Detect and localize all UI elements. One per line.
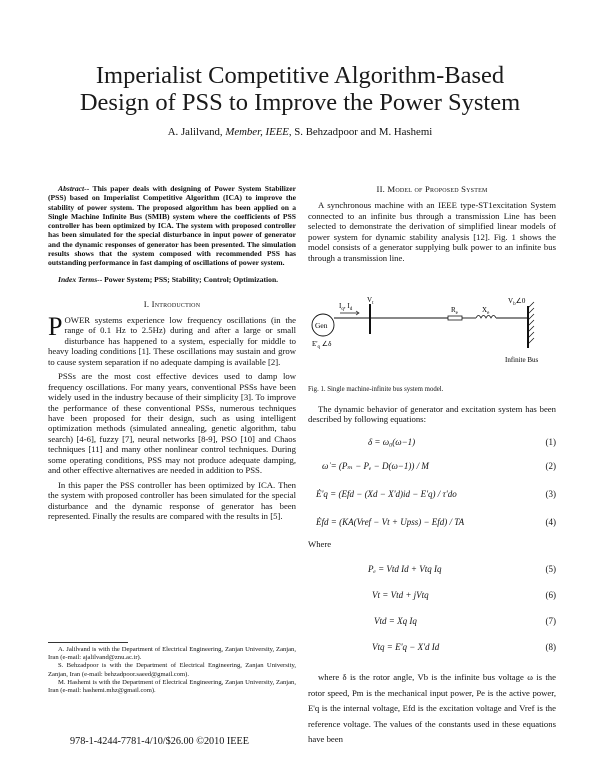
equation-7-text: Vtd = Xq Iq xyxy=(374,616,417,626)
index-terms-text: -- Power System; PSS; Stability; Control; Optimization. xyxy=(97,275,279,285)
equation-2 xyxy=(308,457,556,483)
left-column xyxy=(48,184,296,522)
equation-3-text: Ė'q = (Efd − (Xd − X'd)id − E'q) / τ'do xyxy=(316,489,457,499)
equation-7 xyxy=(308,612,556,638)
eq-label: $E'_q$ ∠δ xyxy=(312,340,332,350)
paper-title xyxy=(0,62,600,116)
xe-label: $X_e$ xyxy=(482,306,490,316)
title-line-1: Imperialist Competitive Algorithm-Based xyxy=(95,62,505,89)
equation-6 xyxy=(308,586,556,612)
resistance-symbol xyxy=(448,316,462,320)
model-paragraph-2-block xyxy=(308,404,556,425)
final-paragraph-block xyxy=(308,670,556,748)
footnote-rule xyxy=(48,642,128,643)
where-label: Where xyxy=(308,539,332,549)
drop-cap: P xyxy=(48,311,63,341)
equation-3-number: (3) xyxy=(545,489,556,499)
equation-8 xyxy=(308,638,556,664)
abstract xyxy=(48,184,296,267)
equation-4-text: Ėfd = (KA(Vref − Vt + Upss) − Efd) / TA xyxy=(316,517,465,527)
author-membership: Member, IEEE xyxy=(225,126,289,138)
author-names: , S. Behzadpoor and M. Hashemi xyxy=(288,126,433,138)
model-paragraph-1: A synchronous machine with an IEEE type-ST1excitation System connected to an infinite bus through a transmission Line has been selected to demonstrate the derivation of simplified linear models of power system for dynamic stability analysis [12]. Fig. 1 shows the model consists of a generator supplying bulk power to an infinite bus through a transmission line. xyxy=(308,200,556,263)
footnote-3: M. Hashemi is with the Department of Electrical Engineering, Zanjan University, Zanjan, Iran (e-mail: hashemi.mhz@gmail.com). xyxy=(48,678,296,695)
index-terms xyxy=(48,275,296,284)
infinite-bus-label: Infinite Bus xyxy=(505,356,539,364)
equation-2-number: (2) xyxy=(545,461,556,471)
abstract-label: Abstract xyxy=(58,184,85,193)
intro-paragraph-1-text: OWER systems experience low frequency oscillations (in the range of 0.1 Hz to 2.5Hz) during and after a large or small disturbance has happened to a system, especially for middle to heavy loading conditions [1]. These oscillations may sustain and grow to cause system separation if no adequate damping is available [2]. xyxy=(48,314,296,367)
equations-block-1 xyxy=(308,433,556,539)
index-terms-label: Index Terms xyxy=(58,275,98,285)
figure-1-smib-diagram xyxy=(308,292,556,374)
generator-label: Gen xyxy=(315,321,328,330)
equation-8-number: (8) xyxy=(545,642,556,652)
section-2-heading: II. Model of Proposed System xyxy=(376,184,488,194)
section-1-heading: I. Introduction xyxy=(143,298,201,309)
figure-1-caption: Fig. 1. Single machine-infinite bus system model. xyxy=(308,386,444,393)
equations-block-2 xyxy=(308,560,556,664)
equation-2-text: ω̇ = (Pₘ − Pₑ − D(ω−1)) / M xyxy=(322,461,429,471)
copyright-notice: 978-1-4244-7781-4/10/$26.00 ©2010 IEEE xyxy=(70,736,249,747)
intro-paragraph-2: PSSs are the most cost effective devices used to damp low frequency oscillations. For many years, conventional PSSs have been widely used in the industry because of their simplicity [3]. To improve the performance of these conventional PSSs, numerous techniques have been proposed for their design, such as using intelligent optimization methods (simulated annealing, genetic algorithm, tabu search) [4-6], fuzzy [7], neural networks [8-9], PSO [10] and Chaos techniques [11] and many other nonlinear control techniques. During some operating conditions, PSS may not produce adequate damping, and other effective alternatives are needed in addition to PSS. xyxy=(48,371,296,476)
model-paragraph-2: The dynamic behavior of generator and excitation system has been described by following equations: xyxy=(308,404,556,425)
footnotes xyxy=(48,646,296,695)
equation-3 xyxy=(308,483,556,511)
footnote-2: S. Behzadpoor is with the Department of Electrical Engineering, Zanjan University, Zanjan, Iran (e-mail: behzadpoor.saeed@gmail.com). xyxy=(48,662,296,678)
title-line-2: Design of PSS to Improve the Power System xyxy=(79,89,521,116)
right-column xyxy=(308,184,556,263)
equation-4-number: (4) xyxy=(545,517,556,527)
equation-5 xyxy=(308,560,556,586)
final-paragraph: where δ is the rotor angle, Vb is the infinite bus voltage ω is the rotor speed, Pm is the mechanical input power, Pe is the active power, E'q is the internal voltage, Efd is the excitation voltage and Vref is the reference voltage. The values of the constants used in these equations have been xyxy=(308,672,556,744)
equation-7-number: (7) xyxy=(545,616,556,626)
abstract-text: -- This paper deals with designing of Power System Stabilizer (PSS) based on Imperialist Competitive Algorithm (ICA) to improve the stability of power system. The proposed algorithm has been applied on a Single Machine Infinite Bus (SMIB) system where the coefficients of PSS controller has been optimized by ICA. The system with proposed controller has been simulated for the special disturbance in input power of generator and the dynamic responses of generator has been presented. The simulation results shows that the system composed with recommended PSS has outstanding performance in fast damping of oscillations of power system. xyxy=(48,184,296,267)
equation-5-number: (5) xyxy=(545,564,556,574)
equation-8-text: Vtq = E'q − X'd Id xyxy=(372,642,440,652)
equation-4 xyxy=(308,511,556,539)
re-label: $R_e$ xyxy=(451,306,458,316)
author-list xyxy=(0,126,600,138)
equation-1 xyxy=(308,433,556,457)
equation-6-number: (6) xyxy=(545,590,556,600)
vt-label: $V_t$ xyxy=(367,296,374,306)
current-label: $I_q$, $I_d$ xyxy=(339,302,353,312)
intro-paragraph-3: In this paper the PSS controller has been optimized by ICA. Then the system with proposed controller has been simulated for the special disturbance and the dynamic response of generator has been represented. Finally the results are compared with the results in [5]. xyxy=(48,479,296,522)
equation-6-text: Vt = Vtd + jVtq xyxy=(372,590,429,600)
footnote-1: A. Jalilvand is with the Department of Electrical Engineering, Zanjan University, Zanjan, Iran (e-mail: ajalilvand@znu.ac.ir). xyxy=(48,646,296,662)
intro-paragraph-1 xyxy=(48,311,296,367)
author-name: A. Jalilvand, xyxy=(167,126,226,138)
equation-1-number: (1) xyxy=(545,437,556,447)
equation-5-text: Pₑ = Vtd Id + Vtq Iq xyxy=(368,564,442,574)
vb-label: $V_b\angle 0$ xyxy=(508,297,526,307)
equation-1-text: δ = ω₀(ω−1) xyxy=(368,437,416,447)
reactance-symbol xyxy=(476,316,496,319)
